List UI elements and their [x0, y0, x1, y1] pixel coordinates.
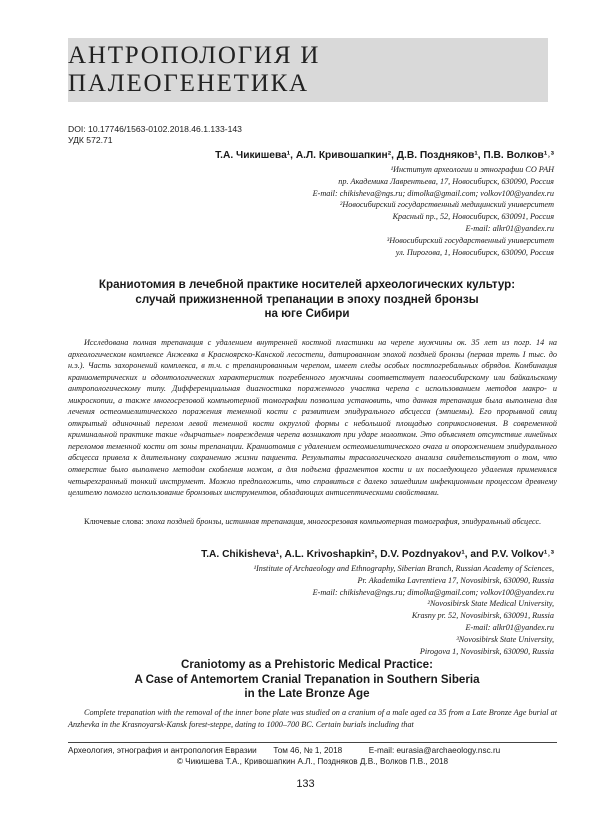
en-abstract: Complete trepanation with the removal of the inner bone plate was studied on a cranium of a male aged ca 35 from a Late Bronze Age burial at Anzhevka in the Krasnoyarsk-Kansk forest-steppe, dating to 1000–700 BC. Certain burials including that	[68, 708, 557, 729]
en-authors: T.A. Chikisheva¹, A.L. Krivoshapkin², D.V. Pozdnyakov¹, and P.V. Volkov¹˒³	[201, 549, 554, 560]
affiliation-line: E-mail: alkr01@yandex.ru	[465, 622, 554, 632]
affiliation-line: ул. Пирогова, 1, Новосибирск, 630090, Россия	[395, 247, 554, 257]
affiliation-line: ¹Институт археологии и этнографии СО РАН	[390, 165, 554, 174]
title-line: Краниотомия в лечебной практике носителей археологических культур:	[98, 278, 516, 291]
ru-authors: Т.А. Чикишева¹, А.Л. Кривошапкин², Д.В. Поздняков¹, П.В. Волков¹˒³	[215, 150, 554, 161]
affiliation-line: пр. Академика Лаврентьева, 17, Новосибирск, 630090, Россия	[338, 176, 554, 186]
en-affiliations	[134, 563, 554, 657]
ru-keywords	[68, 516, 557, 528]
affiliation-line: Pr. Akademika Lavrentieva 17, Novosibirsk, 630090, Russia	[357, 575, 554, 585]
en-article-title	[60, 658, 554, 702]
title-line: случай прижизненной трепанации в эпоху поздней бронзы	[135, 292, 479, 306]
keywords-label: Ключевые слова:	[84, 517, 144, 526]
journal-email: E-mail: eurasia@archaeology.nsc.ru	[368, 746, 501, 755]
section-title: АНТРОПОЛОГИЯ И ПАЛЕОГЕНЕТИКА	[68, 42, 321, 97]
ru-abstract: Исследована полная трепанация с удалением внутренней костной пластинки на черепе мужчины ок. 35 лет из погр. 14 на археологическом комплексе Анжевка в Красноярско-Канской лесостепи, датированном эпохой поздней бронзы (первая треть I тыс. до н.э.). Часть захоронений комплекса, в т.ч. с трепанированным черепом, имеет следы особых постпогребальных обрядов. Комбинация краниометрических и одонтологических характеристик погребенного мужчины соответствует палеосибирскому или байкальскому антропологическому типу. Дифференциальная диагностика пораженного участка черепа с использованием методов макро- и микроскопии, а также многосрезовой компьютерной томографии позволила установить, что данная трепанация была выполнена для лечения остеомиелитического поражения теменной кости с развитием эпидурального абсцесса (эмпиемы). Его прорывной свищ открытый одиночный перелом левой теменной кости округлой формы с небольшой площадью соприкосновения. В современной криминальной практике такие «дырчатые» повреждения черепа возникают при ударе молотком. Это объясняет отсутствие линейных переломов теменной кости от зоны трепанации. Краниотомия с удалением остеомиелитического очага и опорожнением эпидурального абсцесса привела к длительному сохранению жизни пациента. Результаты трасологического анализа свидетельствуют о том, что отверстие было выполнено методом скобления ножом, а для подъема фрагментов кости и их последующего удаления применялся четырехгранный тонкий инструмент. Можно предположить, что справиться с далеко зашедшим инфекционным процессом древнему целителю помогло использование бронзовых инструментов, обладающих антисептическими свойствами.	[68, 338, 557, 498]
footer-divider	[68, 742, 557, 743]
doi: DOI: 10.17746/1563-0102.2018.46.1.133-143	[68, 124, 242, 134]
affiliation-line: ¹Institute of Archaeology and Ethnography, Siberian Branch, Russian Academy of Sciences,	[253, 564, 554, 573]
title-line: Craniotomy as a Prehistoric Medical Practice:	[181, 658, 433, 671]
affiliation-line: ²Новосибирский государственный медицинский университет	[339, 200, 554, 210]
journal-name: Археология, этнография и антропология Евразии	[68, 746, 257, 755]
ru-article-title	[60, 278, 554, 322]
affiliation-line: ³Novosibirsk State University,	[456, 634, 554, 644]
journal-footer	[68, 746, 557, 755]
keywords-text: эпоха поздней бронзы, истинная трепанация, многосрезовая компьютерная томография, эпидуральный абсцесс.	[145, 517, 542, 526]
affiliation-line: ²Novosibirsk State Medical University,	[427, 599, 554, 609]
affiliation-line: ³Новосибирский государственный университет	[386, 235, 554, 245]
page-number: 133	[296, 778, 315, 790]
affiliation-line: Красный пр., 52, Новосибирск, 630091, Россия	[392, 212, 554, 222]
ru-affiliations	[134, 164, 554, 258]
affiliation-line: E-mail: chikisheva@ngs.ru; dimolka@gmail.com; volkov100@yandex.ru	[312, 188, 554, 198]
affiliation-line: E-mail: alkr01@yandex.ru	[465, 223, 554, 233]
affiliation-line: Krasny pr. 52, Novosibirsk, 630091, Russia	[411, 611, 554, 621]
affiliation-line: Pirogova 1, Novosibirsk, 630090, Russia	[419, 646, 554, 656]
title-line: на юге Сибири	[264, 307, 350, 321]
section-banner	[68, 38, 548, 102]
copyright: © Чикишева Т.А., Кривошапкин А.Л., Поздняков Д.В., Волков П.В., 2018	[176, 757, 449, 766]
udk: УДК 572.71	[68, 135, 113, 145]
journal-volume: Том 46, № 1, 2018	[273, 746, 343, 755]
affiliation-line: E-mail: chikisheva@ngs.ru; dimolka@gmail.com; volkov100@yandex.ru	[312, 587, 554, 597]
title-line: in the Late Bronze Age	[244, 687, 370, 701]
title-line: A Case of Antemortem Cranial Trepanation in Southern Siberia	[134, 672, 480, 686]
